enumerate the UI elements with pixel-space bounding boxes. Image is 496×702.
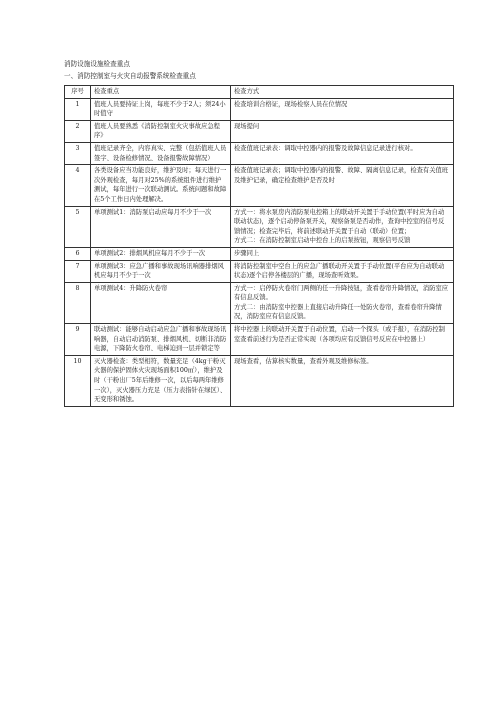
row-check-point: 单项测试3：应急广播和事故现场讯响器排烟风机应每月不少于一次 (91, 260, 231, 282)
method-paragraph: 现场提问 (234, 122, 260, 130)
method-paragraph: 方式二：在消防控制室启动中控台上的启泵按钮，观察信号反馈 (234, 237, 411, 245)
row-seq: 5 (65, 206, 91, 247)
row-check-point: 值班人员要持证上岗，每班不少于2人；须24小时值守 (91, 98, 231, 120)
row-check-method (231, 324, 454, 356)
method-paragraph: 将中控器上的联动开关置于自动位置，启动一个探头（或手报），在消防控制室查看前述行为是否正常实现（各项均应有反馈信号反应在中控器上） (234, 326, 445, 343)
row-check-point: 各类设备应当功能良好，维护及时；每天进行一次外观检查，每月对25%的系统组件进行维护测试，每年进行一次联动测试。系统问题和故障在5个工作日内处理解决。 (91, 165, 231, 206)
row-check-point: 单项测试1：消防泵启动应每月不少于一次 (91, 206, 231, 247)
row-check-method (231, 98, 454, 120)
document-title: 消防设施设施检查重点 (64, 60, 130, 68)
method-paragraph: 将消防控制室中空台上的应急广播联动开关置于手动位置(平台应为自动联动状态)逐个启停各楼层的广播，现场查听效果。 (234, 262, 445, 280)
row-check-method (231, 142, 454, 164)
method-paragraph: 方式二：由消防室中控器上直接启动升降任一处防火卷帘，查看卷帘升降情况，消防室应有信息反馈。 (234, 303, 442, 321)
row-check-method (231, 165, 454, 206)
method-paragraph: 现场查看，估算核实数量，查看外观及维修标签。 (234, 357, 373, 365)
row-seq: 6 (65, 247, 91, 260)
row-check-point: 灭火器检查：类型相符，数量充足（4kg干粉灭火器的保护固体火灾现场面积100㎡），维护及时（干粉出厂5年后维修一次，以后每两年维修一次），灭火器压力充足（压力表指针在绿区）、无变形和锈蚀。 (91, 355, 231, 406)
method-paragraph: 检查值班记录表；调取中控器内的报警、故障、隔离信息记录，检查有关值班及维护记录，确定检查维护是否及时 (234, 167, 449, 184)
table-row (65, 98, 454, 120)
table-row (65, 282, 454, 323)
table-row (65, 260, 454, 282)
table-row (65, 120, 454, 142)
row-seq: 7 (65, 260, 91, 282)
row-seq: 9 (65, 324, 91, 356)
row-check-method (231, 120, 454, 142)
row-check-point: 值班记录齐全，内容真实、完整（包括值班人员签字、设备检修情况、设备报警故障情况） (91, 142, 231, 164)
row-seq: 8 (65, 282, 91, 323)
row-check-point: 值班人员要熟悉《消防控制室火灾事故应急程序》 (91, 120, 231, 142)
section-heading: 一、消防控制室与火灾自动报警系统检查重点 (64, 72, 196, 80)
method-paragraph: 步骤同上 (234, 249, 260, 257)
header-content: 检查重点 (91, 86, 231, 99)
method-paragraph: 方式一：启停防火卷帘门两侧的任一升降按钮，查看卷帘升降情况，消防室应有信息反馈。 (234, 284, 449, 302)
method-paragraph: 方式一：将水泵房内消防泵电控箱上的联动开关置于手动位置(平时应为自动联动状态)，逐个启动停备泵开关，观察备泵是否动作，查询中控室的信号反馈情况；检查完毕后，将前述联动开关置于自动（联动）位置； (234, 208, 445, 235)
row-check-method (231, 206, 454, 247)
table-header-row (65, 86, 454, 99)
row-check-method (231, 282, 454, 323)
table-row (65, 206, 454, 247)
table-row (65, 324, 454, 356)
row-check-method (231, 355, 454, 406)
row-check-method (231, 247, 454, 260)
table-row (65, 247, 454, 260)
table-row (65, 165, 454, 206)
row-seq: 4 (65, 165, 91, 206)
header-seq: 序号 (65, 86, 91, 99)
table-row (65, 355, 454, 406)
inspection-table (64, 85, 454, 407)
method-paragraph: 检查培训合格证，现场检察人员在位情况 (234, 100, 348, 108)
row-seq: 10 (65, 355, 91, 406)
row-check-point: 单项测试4：升降防火卷帘 (91, 282, 231, 323)
row-check-point: 联动测试：能够自动启动应急广播和事故现场讯响器，自动启动消防泵、排烟风机、切断非消防电源，下降防火卷帘、电梯迫到一层并锁定等 (91, 324, 231, 356)
row-seq: 3 (65, 142, 91, 164)
row-check-method (231, 260, 454, 282)
row-seq: 1 (65, 98, 91, 120)
header-method: 检查方式 (231, 86, 454, 99)
table-row (65, 142, 454, 164)
row-check-point: 单项测试2：排烟风机应每月不少于一次 (91, 247, 231, 260)
row-seq: 2 (65, 120, 91, 142)
method-paragraph: 检查值班记录表：调取中控器内的报警及故障信息记录进行核对。 (234, 144, 417, 152)
